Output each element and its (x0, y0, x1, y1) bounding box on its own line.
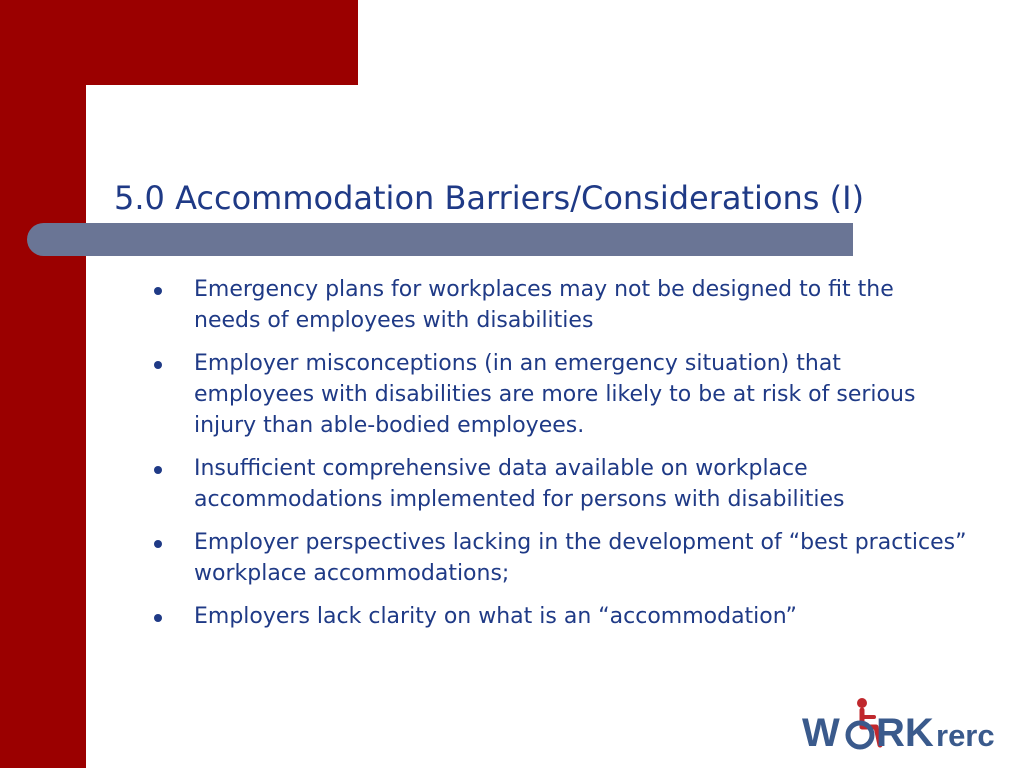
bullet-item (152, 453, 967, 515)
logo-letter-w: W (802, 711, 840, 755)
bullet-text: Emergency plans for workplaces may not be designed to fit the needs of employees with disabilities (194, 277, 894, 333)
workrerc-logo (800, 695, 1015, 755)
bullet-dot-icon (154, 361, 162, 369)
bullet-dot-icon (154, 540, 162, 548)
bullet-dot-icon (154, 466, 162, 474)
bullet-text: Insufficient comprehensive data available on workplace accommodations implemented for persons with disabilities (194, 456, 845, 512)
logo-letters-rk: RK (876, 711, 934, 755)
bullet-item (152, 527, 967, 589)
title-underline-bar (27, 223, 853, 256)
bullet-dot-icon (154, 614, 162, 622)
bullet-text: Employers lack clarity on what is an “accommodation” (194, 604, 797, 629)
bullet-item (152, 274, 967, 336)
top-red-block (0, 0, 358, 85)
bullet-item (152, 601, 967, 632)
logo-rerc: rerc (936, 718, 995, 753)
bullet-text: Employer misconceptions (in an emergency situation) that employees with disabilities are more likely to be at risk of serious injury than able-bodied employees. (194, 351, 916, 438)
bullet-dot-icon (154, 287, 162, 295)
left-red-strip (0, 0, 86, 768)
bullet-item (152, 348, 967, 441)
bullet-list (152, 274, 967, 644)
bullet-text: Employer perspectives lacking in the development of “best practices” workplace accommodations; (194, 530, 967, 586)
content-area-corner (86, 85, 146, 145)
slide-title: 5.0 Accommodation Barriers/Considerations (I) (114, 179, 865, 217)
